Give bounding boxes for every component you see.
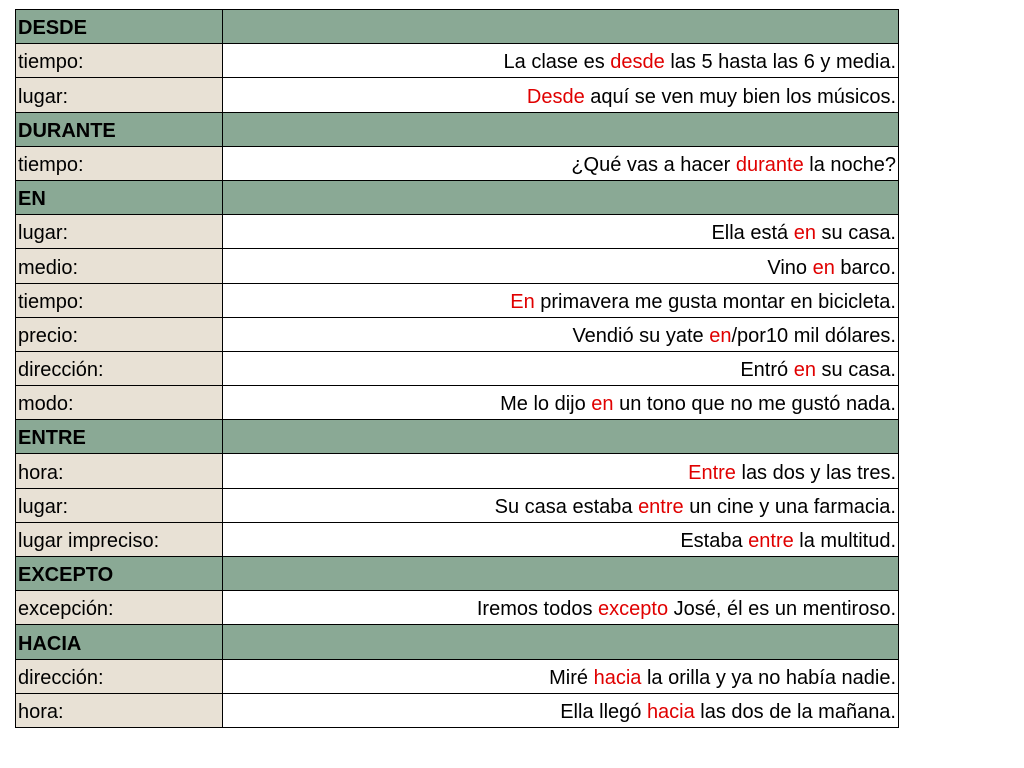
preposition-table-body [16, 10, 899, 728]
highlighted-preposition: en [793, 222, 816, 245]
usage-row [16, 591, 899, 625]
example-sentence [223, 249, 899, 283]
highlighted-preposition: en [591, 393, 614, 416]
sentence-after: José, él es un mentiroso. [668, 598, 896, 621]
usage-label: tiempo: [16, 283, 223, 317]
example-sentence [223, 78, 899, 112]
sentence-after: la orilla y ya no había nadie. [641, 666, 896, 689]
example-sentence [223, 146, 899, 180]
header-empty-cell [223, 420, 899, 454]
preposition-title: DESDE [16, 10, 223, 44]
usage-row [16, 351, 899, 385]
preposition-title: HACIA [16, 625, 223, 659]
usage-row [16, 454, 899, 488]
sentence-after: la multitud. [793, 530, 896, 552]
highlighted-preposition: excepto [598, 598, 669, 621]
example-sentence [223, 317, 899, 351]
highlighted-preposition: en [812, 256, 835, 279]
usage-row [16, 317, 899, 351]
example-sentence [223, 351, 899, 385]
sentence-after: /por10 mil dólares. [731, 324, 896, 347]
highlighted-preposition: En [510, 290, 535, 313]
sentence-after: un tono que no me gustó nada. [613, 393, 896, 416]
usage-row [16, 44, 899, 78]
usage-label: excepción: [16, 591, 223, 625]
preposition-title: EN [16, 180, 223, 214]
sentence-before: Vendió su yate [572, 324, 710, 347]
sentence-before: Estaba [680, 530, 749, 552]
header-empty-cell [223, 557, 899, 591]
usage-label: lugar impreciso: [16, 522, 223, 556]
highlighted-preposition: Entre [688, 461, 736, 484]
usage-label: modo: [16, 386, 223, 420]
preposition-header-row [16, 625, 899, 659]
sentence-before: La clase es [503, 51, 611, 74]
usage-row [16, 283, 899, 317]
sentence-before: Iremos todos [476, 598, 599, 621]
header-empty-cell [223, 180, 899, 214]
example-sentence [223, 386, 899, 420]
usage-label: lugar: [16, 215, 223, 249]
example-sentence [223, 693, 899, 727]
example-sentence [223, 215, 899, 249]
example-sentence [223, 488, 899, 522]
preposition-title: ENTRE [16, 420, 223, 454]
preposition-title: DURANTE [16, 112, 223, 146]
sentence-before: Su casa estaba [494, 495, 639, 518]
usage-row [16, 488, 899, 522]
usage-row [16, 146, 899, 180]
sentence-after: un cine y una farmacia. [683, 495, 896, 518]
usage-label: hora: [16, 454, 223, 488]
highlighted-preposition: entre [638, 495, 684, 518]
sentence-before: Ella llegó [560, 700, 647, 723]
highlighted-preposition: Desde [526, 85, 585, 108]
sentence-after: su casa. [815, 222, 896, 245]
highlighted-preposition: desde [610, 51, 665, 74]
highlighted-preposition: durante [735, 153, 804, 176]
usage-label: lugar: [16, 78, 223, 112]
sentence-after: su casa. [815, 359, 896, 382]
sentence-after: aquí se ven muy bien los músicos. [584, 85, 896, 108]
usage-row [16, 386, 899, 420]
usage-label: dirección: [16, 351, 223, 385]
highlighted-preposition: en [709, 324, 732, 347]
usage-label: dirección: [16, 659, 223, 693]
usage-row [16, 522, 899, 556]
header-empty-cell [223, 112, 899, 146]
usage-label: hora: [16, 693, 223, 727]
sentence-after: las dos y las tres. [735, 461, 896, 484]
example-sentence [223, 283, 899, 317]
usage-row [16, 693, 899, 727]
header-empty-cell [223, 625, 899, 659]
preposition-header-row [16, 557, 899, 591]
sentence-before: Miré [549, 666, 594, 689]
usage-row [16, 215, 899, 249]
usage-label: lugar: [16, 488, 223, 522]
sentence-before: Me lo dijo [500, 393, 592, 416]
preposition-header-row [16, 112, 899, 146]
sentence-before: ¿Qué vas a hacer [571, 153, 736, 176]
example-sentence [223, 591, 899, 625]
highlighted-preposition: en [793, 359, 816, 382]
usage-label: medio: [16, 249, 223, 283]
sentence-after: barco. [834, 256, 896, 279]
sentence-before: Ella está [711, 222, 794, 245]
highlighted-preposition: hacia [593, 666, 642, 689]
sentence-after: primavera me gusta montar en bicicleta. [534, 290, 896, 313]
usage-label: tiempo: [16, 44, 223, 78]
preposition-title: EXCEPTO [16, 557, 223, 591]
example-sentence [223, 522, 899, 556]
preposition-header-row [16, 10, 899, 44]
sentence-after: la noche? [803, 153, 896, 176]
usage-label: tiempo: [16, 146, 223, 180]
sentence-before: Entró [740, 359, 794, 382]
usage-row [16, 78, 899, 112]
usage-row [16, 249, 899, 283]
highlighted-preposition: hacia [646, 700, 695, 723]
example-sentence [223, 454, 899, 488]
highlighted-preposition: entre [748, 530, 794, 552]
preposition-header-row [16, 180, 899, 214]
sentence-after: las dos de la mañana. [694, 700, 896, 723]
sentence-before: Vino [767, 256, 813, 279]
header-empty-cell [223, 10, 899, 44]
preposition-table [15, 9, 899, 728]
usage-row [16, 659, 899, 693]
preposition-header-row [16, 420, 899, 454]
usage-label: precio: [16, 317, 223, 351]
example-sentence [223, 44, 899, 78]
example-sentence [223, 659, 899, 693]
sentence-after: las 5 hasta las 6 y media. [664, 51, 896, 74]
